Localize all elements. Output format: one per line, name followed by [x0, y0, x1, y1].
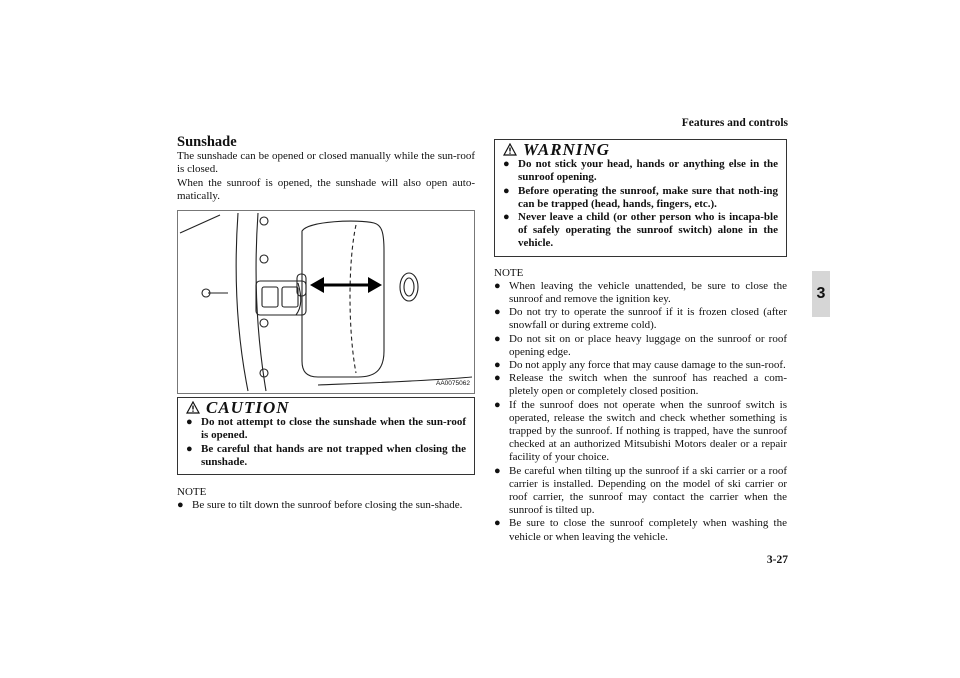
- bullet-icon: ●: [503, 211, 510, 224]
- note-item: ● If the sunroof does not operate when the sunroof switch is operated, release the switch and check whether something is trapped by the sunroof. If nothing is trapped, have the sunroof checked at an authorized Mitsubishi Motors dealer or a repair facility of your choice.: [494, 398, 787, 464]
- caution-title: [186, 398, 466, 418]
- note-block: [177, 486, 475, 512]
- warning-item: ● Never leave a child (or other person who is incapa-ble of safely operating the sunroof switch) alone in the vehicle.: [503, 211, 778, 250]
- figure-id: AA0075062: [436, 379, 470, 387]
- caution-item: ● Do not attempt to close the sunshade when the sun-roof is opened.: [186, 416, 466, 442]
- running-header: Features and controls: [681, 117, 788, 129]
- note-item: ● Be careful when tilting up the sunroof if a ski carrier or a roof carrier is installed. Depending on the model of ski carrier or roof carrier, the sunroof may contact the carrier when the sunroof is tilted up.: [494, 464, 787, 517]
- note-item: ● Be sure to tilt down the sunroof before closing the sun-shade.: [177, 499, 463, 512]
- bullet-icon: ●: [494, 279, 501, 292]
- left-column: [177, 136, 475, 512]
- note-item: ● Be sure to close the sunroof completely when washing the vehicle or when leaving the vehicle.: [494, 517, 787, 543]
- warning-title: [503, 140, 778, 159]
- bullet-icon: ●: [186, 442, 193, 455]
- caution-item: ● Be careful that hands are not trapped when closing the sunshade.: [186, 442, 466, 468]
- caution-heading: CAUTION: [206, 398, 290, 418]
- note-label: NOTE: [177, 486, 207, 499]
- paragraph: The sunshade can be opened or closed manually while the sun-roof is closed.: [177, 150, 475, 176]
- warning-box: [494, 139, 787, 257]
- bullet-icon: ●: [494, 464, 501, 477]
- bullet-icon: ●: [494, 359, 501, 372]
- note-item: ● Do not try to operate the sunroof if it is frozen closed (after snowfall or during extreme cold).: [494, 306, 787, 332]
- paragraph: When the sunroof is opened, the sunshade will also open auto-matically.: [177, 176, 475, 202]
- warning-triangle-icon: [503, 143, 517, 156]
- chapter-tab: 3: [812, 271, 830, 317]
- bullet-icon: ●: [494, 306, 501, 319]
- bullet-icon: ●: [494, 332, 501, 345]
- warning-triangle-icon: [186, 401, 200, 414]
- bullet-icon: ●: [503, 184, 510, 197]
- page-number: 3-27: [766, 554, 788, 566]
- bullet-icon: ●: [186, 416, 193, 429]
- warning-item: ● Before operating the sunroof, make sure that noth-ing can be trapped (head, hands, fingers, etc.).: [503, 184, 778, 210]
- bullet-icon: ●: [494, 517, 501, 530]
- bullet-icon: ●: [494, 398, 501, 411]
- note-item: ● Do not apply any force that may cause damage to the sun-roof.: [494, 359, 786, 372]
- right-column: [494, 139, 787, 544]
- bullet-icon: ●: [503, 158, 510, 171]
- note-label: NOTE: [494, 266, 524, 279]
- note-item: ● Release the switch when the sunroof has reached a com-pletely open or completely closed position.: [494, 372, 787, 398]
- warning-item: ● Do not stick your head, hands or anything else in the sunroof opening.: [503, 158, 778, 184]
- section-heading: Sunshade: [177, 134, 237, 150]
- warning-heading: WARNING: [523, 140, 610, 159]
- note-item: ● When leaving the vehicle unattended, be sure to close the sunroof and remove the ignition key.: [494, 279, 787, 306]
- note-block: [494, 267, 787, 544]
- caution-box: [177, 397, 475, 475]
- sunshade-illustration: [177, 210, 475, 394]
- bullet-icon: ●: [494, 372, 501, 385]
- sunshade-drawing: [178, 211, 474, 393]
- note-item: ● Do not sit on or place heavy luggage on the sunroof or roof opening edge.: [494, 332, 787, 358]
- bullet-icon: ●: [177, 499, 184, 512]
